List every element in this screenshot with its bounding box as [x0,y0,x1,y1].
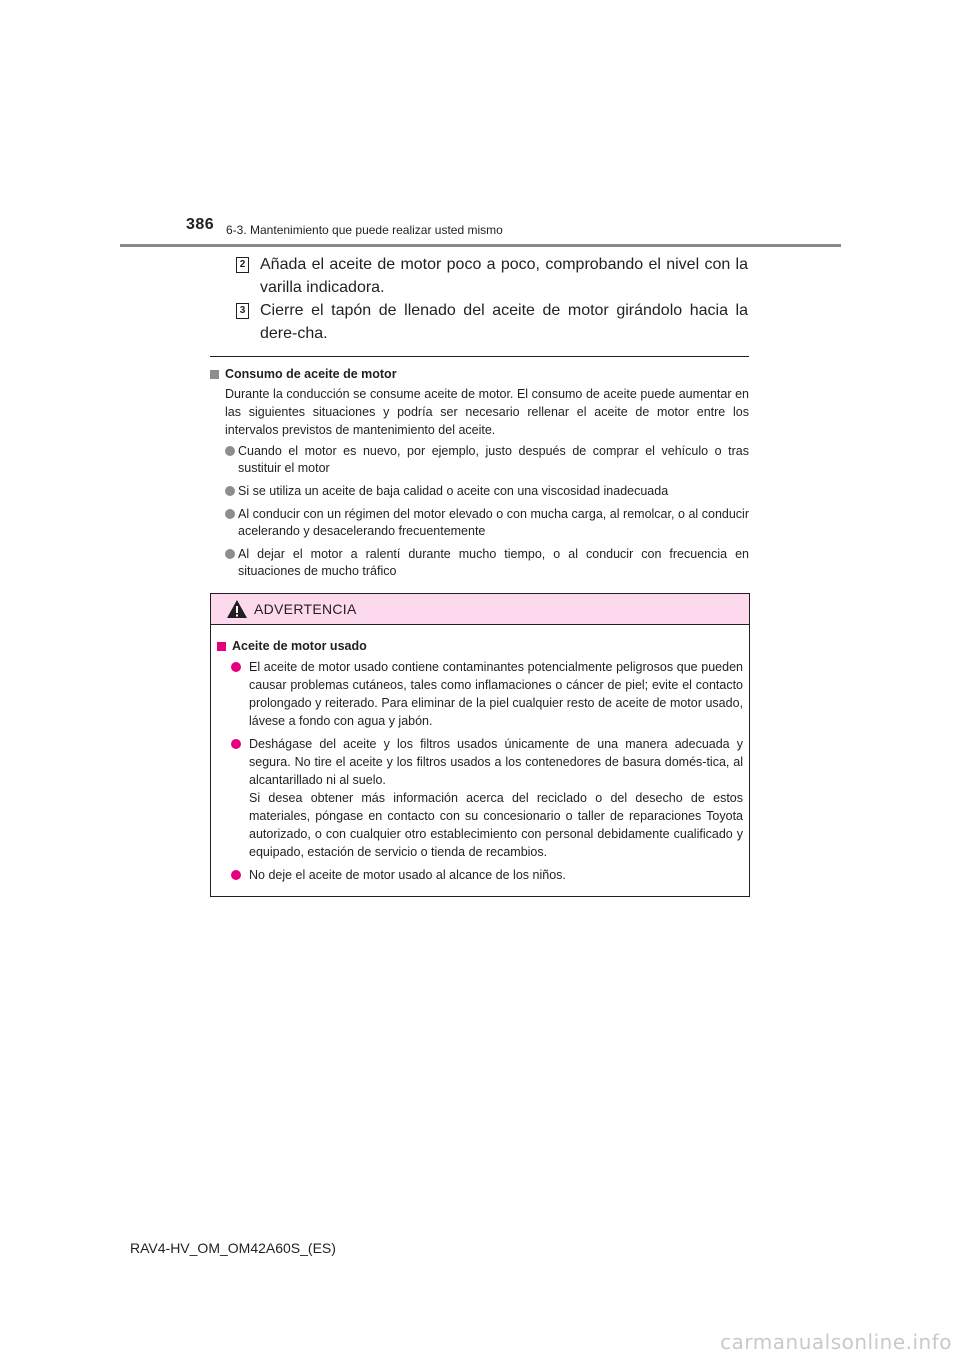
list-item [231,866,743,884]
list-item [225,483,749,500]
step-number: 2 [236,257,249,273]
circle-bullet-icon [225,549,235,559]
watermark: carmanualsonline.info [720,1330,952,1354]
header-rule [120,244,841,247]
square-bullet-icon [217,642,226,651]
list-item-text: No deje el aceite de motor usado al alcance de los niños. [249,868,566,882]
list-item-text: Al dejar el motor a ralentí durante mucho tiempo, o al conducir con frecuencia en situaciones de mucho tráfico [238,547,749,578]
list-item-text: Si se utiliza un aceite de baja calidad o aceite con una viscosidad inadecuada [238,484,669,498]
step-text: Cierre el tapón de llenado del aceite de motor girándolo hacia la dere-cha. [260,302,748,342]
list-item-text: Al conducir con un régimen del motor elevado o con mucha carga, al remolcar, o al conducir acelerando y desacelerando frecuentemente [238,507,749,538]
footer-code: RAV4-HV_OM_OM42A60S_(ES) [130,1240,336,1256]
list-item-text: El aceite de motor usado contiene contaminantes potencialmente peligrosos que pueden causar problemas cutáneos, tales como inflamaciones o cáncer de piel; evite el contacto prolongado y reiterado. Para eliminar de la piel cualquier resto de aceite de motor usado, lávese a fondo con agua y jabón. [249,660,743,728]
circle-bullet-icon [225,486,235,496]
note-heading [210,366,749,383]
warning-list [231,658,743,884]
list-item [231,658,743,730]
warning-body [211,625,749,884]
step-item [236,299,748,345]
warning-header [211,594,749,625]
step-text: Añada el aceite de motor poco a poco, comprobando el nivel con la varilla indicadora. [260,256,748,296]
square-bullet-icon [210,370,219,379]
list-item-text: Cuando el motor es nuevo, por ejemplo, justo después de comprar el vehículo o tras sustituir el motor [238,444,749,475]
step-number: 3 [236,303,249,319]
list-item [225,443,749,477]
circle-bullet-icon [225,509,235,519]
warning-heading-text: Aceite de motor usado [232,639,367,653]
note-list [225,443,749,580]
circle-bullet-icon [225,446,235,456]
list-item [225,506,749,540]
circle-bullet-icon [231,662,241,672]
list-item [225,546,749,580]
list-item-text: Deshágase del aceite y los filtros usados únicamente de una manera adecuada y segura. No tire el aceite y los filtros usados a los contenedores de basura domés-tica, al alcantarillado ni al suelo. Si desea obtener más información acerca del reciclado o del desecho de estos materiales, póngase en contacto con su concesionario o taller de reparaciones Toyota autorizado, o con cualquier otro establecimiento con personal debidamente cualificado y equipado, estación de servicio o tienda de recambios. [249,737,743,859]
circle-bullet-icon [231,739,241,749]
warning-title: ADVERTENCIA [254,601,357,617]
list-item [231,735,743,861]
warning-heading [217,638,743,655]
note-block [210,366,749,586]
notes-divider [210,356,749,357]
section-title: 6-3. Mantenimiento que puede realizar usted mismo [226,223,503,237]
note-heading-text: Consumo de aceite de motor [225,367,397,381]
page-number: 386 [186,216,215,233]
warning-box [210,593,750,897]
step-item [236,253,748,299]
circle-bullet-icon [231,870,241,880]
note-paragraph: Durante la conducción se consume aceite de motor. El consumo de aceite puede aumentar en las siguientes situaciones y podría ser necesario rellenar el aceite de motor entre los intervalos previstos de mantenimiento del aceite. [225,387,749,437]
warning-triangle-icon [226,599,248,619]
